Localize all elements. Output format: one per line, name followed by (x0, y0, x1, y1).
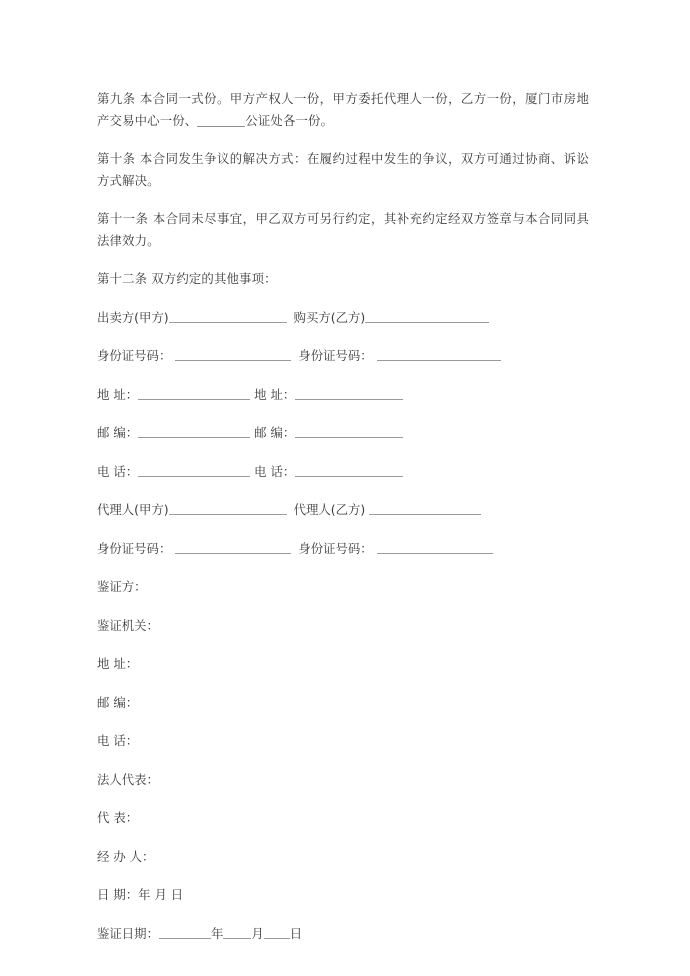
signature-row-agent-id-number (97, 538, 589, 560)
witness-date-label: 鉴证日期： (97, 925, 159, 941)
representative-label: 代 表： (97, 810, 139, 825)
witness-authority-label: 鉴证机关： (97, 617, 159, 633)
buyer-telephone-blank[interactable] (295, 465, 403, 477)
witness-party-label: 鉴证方： (97, 579, 147, 594)
witness-row-representative (97, 807, 589, 829)
witness-row-witness-party (97, 576, 589, 598)
witness-postcode-label: 邮 编： (97, 694, 139, 710)
signature-row-id-number (97, 345, 589, 367)
clause-label-9: 第九条 (97, 91, 136, 106)
buyer-address-label: 地 址： (254, 386, 296, 402)
seller-postcode-blank[interactable] (138, 426, 250, 438)
signature-row-postcode (97, 422, 589, 444)
seller-id-blank[interactable] (175, 349, 291, 361)
date-label: 日 期： (97, 887, 139, 902)
clause-paragraph-9 (97, 88, 589, 131)
clause-label-10: 第十条 (97, 151, 136, 166)
clause-paragraph-10 (97, 148, 589, 191)
clause-text-11: 本合同未尽事宜，甲乙双方可另行约定，其补充约定经双方签章与本合同同具法律效力。 (97, 211, 589, 248)
seller-agent-id-label: 身份证号码： (97, 540, 172, 556)
date-value: 年 月 日 (138, 887, 184, 902)
clause-9-blank[interactable] (197, 126, 245, 127)
seller-postcode-label: 邮 编： (97, 425, 139, 440)
seller-agent-blank[interactable] (169, 503, 287, 515)
witness-date-month-blank[interactable] (223, 927, 251, 939)
witness-row-witness-telephone (97, 730, 589, 752)
buyer-postcode-blank[interactable] (295, 426, 403, 438)
seller-address-blank[interactable] (138, 388, 250, 400)
witness-date-day-blank[interactable] (264, 927, 290, 939)
seller-label: 出卖方(甲方) (97, 309, 169, 325)
clause-paragraph-12 (97, 268, 589, 290)
witness-date-month-unit: 月 (251, 925, 264, 941)
seller-agent-id-blank[interactable] (175, 542, 291, 554)
witness-date-day-unit: 日 (289, 925, 303, 941)
clause-paragraph-11 (97, 208, 589, 251)
seller-agent-label: 代理人(甲方) (97, 502, 169, 517)
buyer-agent-label: 代理人(乙方) (293, 502, 366, 517)
seller-address-label: 地 址： (97, 386, 139, 402)
clause-label-11: 第十一条 (97, 211, 149, 226)
clause-text-10: 本合同发生争议的解决方式：在履约过程中发生的争议，双方可通过协商、诉讼方式解决。 (97, 151, 590, 188)
buyer-name-blank[interactable] (365, 311, 489, 323)
signature-row-seller-buyer (97, 307, 589, 329)
buyer-telephone-label: 电 话： (254, 463, 296, 479)
buyer-id-blank[interactable] (377, 349, 501, 361)
clause-text-9-after: 公证处各一份。 (245, 112, 334, 128)
clause-text-12: 双方约定的其他事项： (151, 271, 277, 286)
signature-row-address (97, 384, 589, 406)
clause-label-12: 第十二条 (97, 271, 148, 286)
witness-address-label: 地 址： (97, 656, 139, 671)
buyer-agent-id-label: 身份证号码： (298, 540, 373, 556)
witness-row-witness-authority (97, 615, 589, 637)
document-content (97, 88, 589, 961)
witness-row-witness-address (97, 653, 589, 675)
date-row (97, 884, 589, 906)
signature-row-telephone (97, 461, 589, 483)
buyer-postcode-label: 邮 编： (254, 425, 296, 440)
seller-name-blank[interactable] (169, 311, 287, 323)
buyer-address-blank[interactable] (295, 388, 403, 400)
legal-representative-label: 法人代表： (97, 771, 159, 787)
witness-date-year-unit: 年 (210, 925, 224, 941)
seller-id-label: 身份证号码： (97, 348, 172, 363)
witness-date-row (97, 923, 589, 945)
buyer-agent-blank[interactable] (369, 503, 481, 515)
buyer-label: 购买方(乙方) (293, 309, 366, 325)
witness-row-witness-postcode (97, 692, 589, 714)
handler-label: 经 办 人： (97, 848, 155, 864)
witness-row-legal-representative (97, 769, 589, 791)
buyer-id-label: 身份证号码： (298, 348, 373, 363)
clause-text-9-before: 本合同一式份。甲方产权人一份，甲方委托代理人一份，乙方一份，厦门市房地产交易中心一份、 (97, 91, 590, 128)
buyer-agent-id-blank[interactable] (377, 542, 493, 554)
witness-row-handler (97, 846, 589, 868)
seller-telephone-blank[interactable] (138, 465, 250, 477)
signature-row-agent (97, 499, 589, 521)
seller-telephone-label: 电 话： (97, 463, 139, 479)
witness-date-year-blank[interactable] (159, 927, 211, 939)
witness-telephone-label: 电 话： (97, 733, 139, 748)
